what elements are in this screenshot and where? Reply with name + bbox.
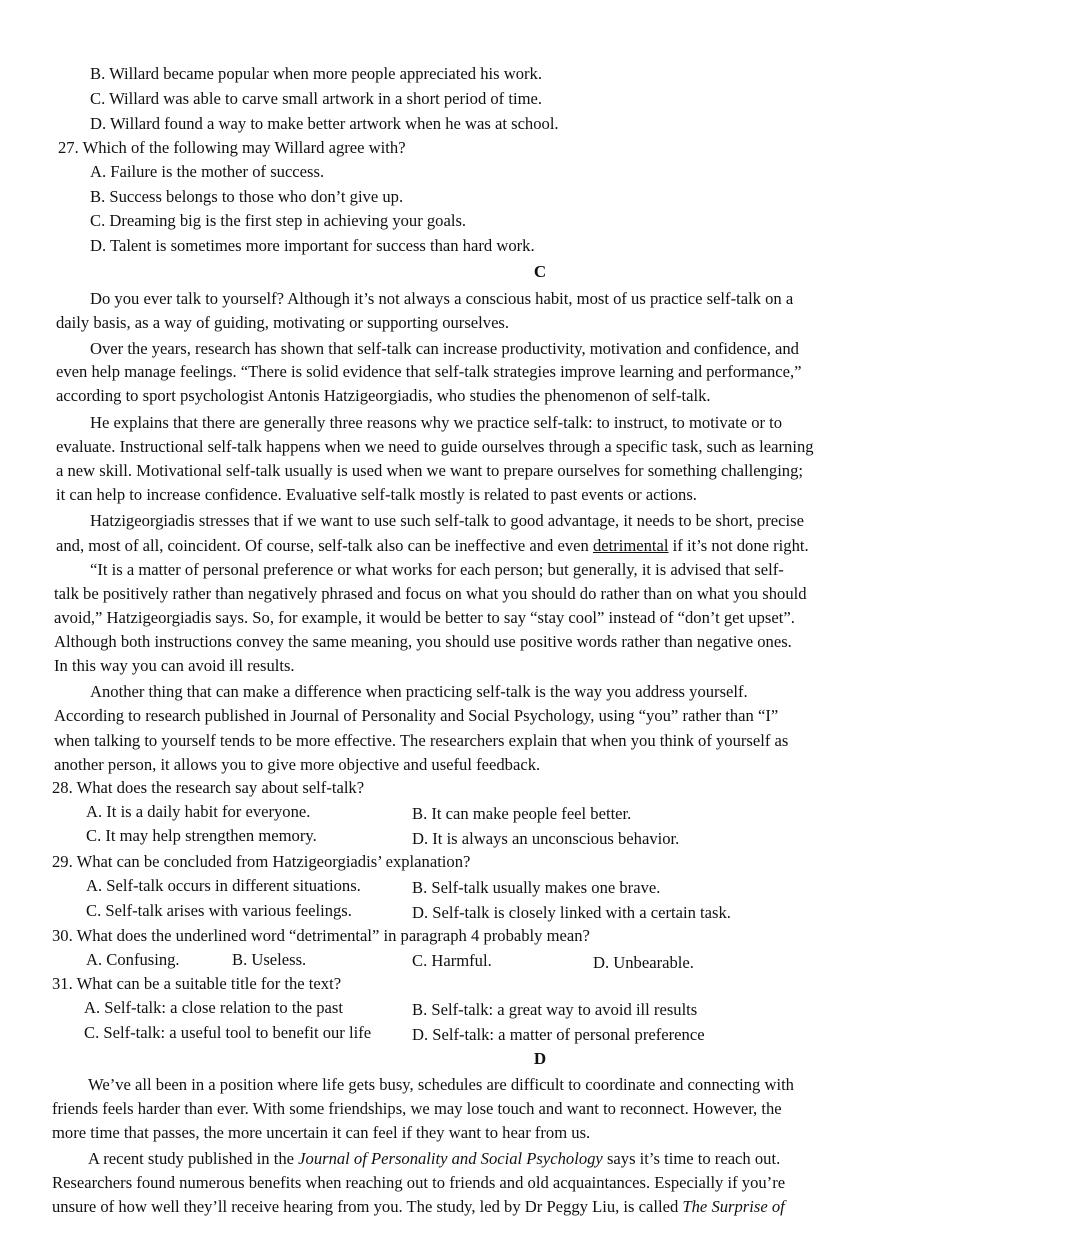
c-line: a new skill. Motivational self-talk usually is used when we want to prepare ourselves for something challenging;: [56, 461, 804, 480]
q30-option-d: D. Unbearable.: [593, 953, 694, 972]
d-line: more time that passes, the more uncertain it can feel if they want to hear from us.: [52, 1123, 591, 1142]
underlined-word-detrimental: detrimental: [592, 536, 669, 555]
d-line-study: [52, 1196, 785, 1218]
c-line: avoid,” Hatzigeorgiadis says. So, for example, it would be better to say “stay cool” instead of “don’t get upset”.: [54, 608, 795, 627]
q31-stem: 31. What can be a suitable title for the text?: [52, 974, 342, 993]
c-line: In this way you can avoid ill results.: [54, 656, 295, 675]
q29-option-b: B. Self-talk usually makes one brave.: [412, 878, 661, 897]
q27-option-d: D. Talent is sometimes more important for success than hard work.: [90, 236, 535, 255]
c-line: evaluate. Instructional self-talk happens when we need to guide ourselves through a specific task, such as learning: [56, 437, 814, 456]
c-line: it can help to increase confidence. Evaluative self-talk mostly is related to past events or actions.: [56, 485, 697, 504]
c-line: “It is a matter of personal preference or what works for each person; but generally, it is advised that self-: [90, 560, 784, 579]
q29-option-c: C. Self-talk arises with various feelings.: [86, 901, 352, 920]
c-line: daily basis, as a way of guiding, motivating or supporting ourselves.: [56, 313, 510, 332]
q27-option-b: B. Success belongs to those who don’t give up.: [90, 187, 404, 206]
c-line-text-end: if it’s not done right.: [668, 536, 809, 555]
study-title: The Surprise of: [682, 1197, 785, 1216]
q29-stem: 29. What can be concluded from Hatzigeorgiadis’ explanation?: [52, 852, 471, 871]
q30-stem: 30. What does the underlined word “detrimental” in paragraph 4 probably mean?: [52, 926, 590, 945]
c-line-with-underline: [56, 535, 809, 557]
q26-option-d: D. Willard found a way to make better artwork when he was at school.: [90, 114, 559, 133]
q28-option-d: D. It is always an unconscious behavior.: [412, 829, 680, 848]
d-line-journal: [88, 1148, 780, 1170]
q30-option-a: A. Confusing.: [86, 950, 180, 969]
c-line: According to research published in Journal of Personality and Social Psychology, using “you” rather than “I”: [54, 706, 779, 725]
q27-stem: 27. Which of the following may Willard agree with?: [58, 138, 406, 157]
c-line: Although both instructions convey the same meaning, you should use positive words rather than negative ones.: [54, 632, 792, 651]
q29-option-a: A. Self-talk occurs in different situations.: [86, 876, 361, 895]
q31-option-c: C. Self-talk: a useful tool to benefit our life: [84, 1023, 372, 1042]
q31-option-a: A. Self-talk: a close relation to the past: [84, 998, 343, 1017]
q27-option-c: C. Dreaming big is the first step in achieving your goals.: [90, 211, 467, 230]
q28-option-a: A. It is a daily habit for everyone.: [86, 802, 311, 821]
q26-option-c: C. Willard was able to carve small artwork in a short period of time.: [90, 89, 543, 108]
c-line: Do you ever talk to yourself? Although it’s not always a conscious habit, most of us practice self-talk on a: [90, 289, 794, 308]
c-line: Hatzigeorgiadis stresses that if we want to use such self-talk to good advantage, it needs to be short, precise: [90, 511, 804, 530]
journal-name: Journal of Personality and Social Psychology: [298, 1149, 603, 1168]
q28-option-c: C. It may help strengthen memory.: [86, 826, 317, 845]
c-line: Another thing that can make a difference when practicing self-talk is the way you address yourself.: [90, 682, 748, 701]
d-line-text-end: says it’s time to reach out.: [602, 1149, 781, 1168]
d-line-text: unsure of how well they’ll receive hearing from you. The study, led by Dr Peggy Liu, is called: [52, 1197, 683, 1216]
q30-option-b: B. Useless.: [232, 950, 307, 969]
c-line: even help manage feelings. “There is solid evidence that self-talk strategies improve learning and performance,”: [56, 362, 802, 381]
c-line: Over the years, research has shown that self-talk can increase productivity, motivation and confidence, and: [90, 339, 799, 358]
c-line: another person, it allows you to give more objective and useful feedback.: [54, 755, 541, 774]
section-c-heading: C: [533, 262, 547, 281]
c-line: He explains that there are generally three reasons why we practice self-talk: to instruct, to motivate or to: [90, 413, 783, 432]
c-line: talk be positively rather than negatively phrased and focus on what you should do rather than on what you should: [54, 584, 807, 603]
c-line-text: and, most of all, coincident. Of course, self-talk also can be ineffective and even: [56, 536, 593, 555]
q31-option-d: D. Self-talk: a matter of personal preference: [412, 1025, 705, 1044]
q29-option-d: D. Self-talk is closely linked with a certain task.: [412, 903, 731, 922]
c-line: when talking to yourself tends to be more effective. The researchers explain that when you think of yourself as: [54, 731, 789, 750]
d-line-text: A recent study published in the: [88, 1149, 299, 1168]
q30-option-c: C. Harmful.: [412, 951, 492, 970]
q28-option-b: B. It can make people feel better.: [412, 804, 632, 823]
section-d-heading: D: [533, 1049, 547, 1068]
q26-option-b: B. Willard became popular when more people appreciated his work.: [90, 64, 542, 83]
c-line: according to sport psychologist Antonis Hatzigeorgiadis, who studies the phenomenon of self-talk.: [56, 386, 711, 405]
d-line: friends feels harder than ever. With some friendships, we may lose touch and want to reconnect. However, the: [52, 1099, 782, 1118]
q28-stem: 28. What does the research say about self-talk?: [52, 778, 365, 797]
d-line: We’ve all been in a position where life gets busy, schedules are difficult to coordinate and connecting with: [88, 1075, 794, 1094]
d-line: Researchers found numerous benefits when reaching out to friends and old acquaintances. Especially if you’re: [52, 1173, 786, 1192]
q31-option-b: B. Self-talk: a great way to avoid ill results: [412, 1000, 698, 1019]
q27-option-a: A. Failure is the mother of success.: [90, 162, 325, 181]
